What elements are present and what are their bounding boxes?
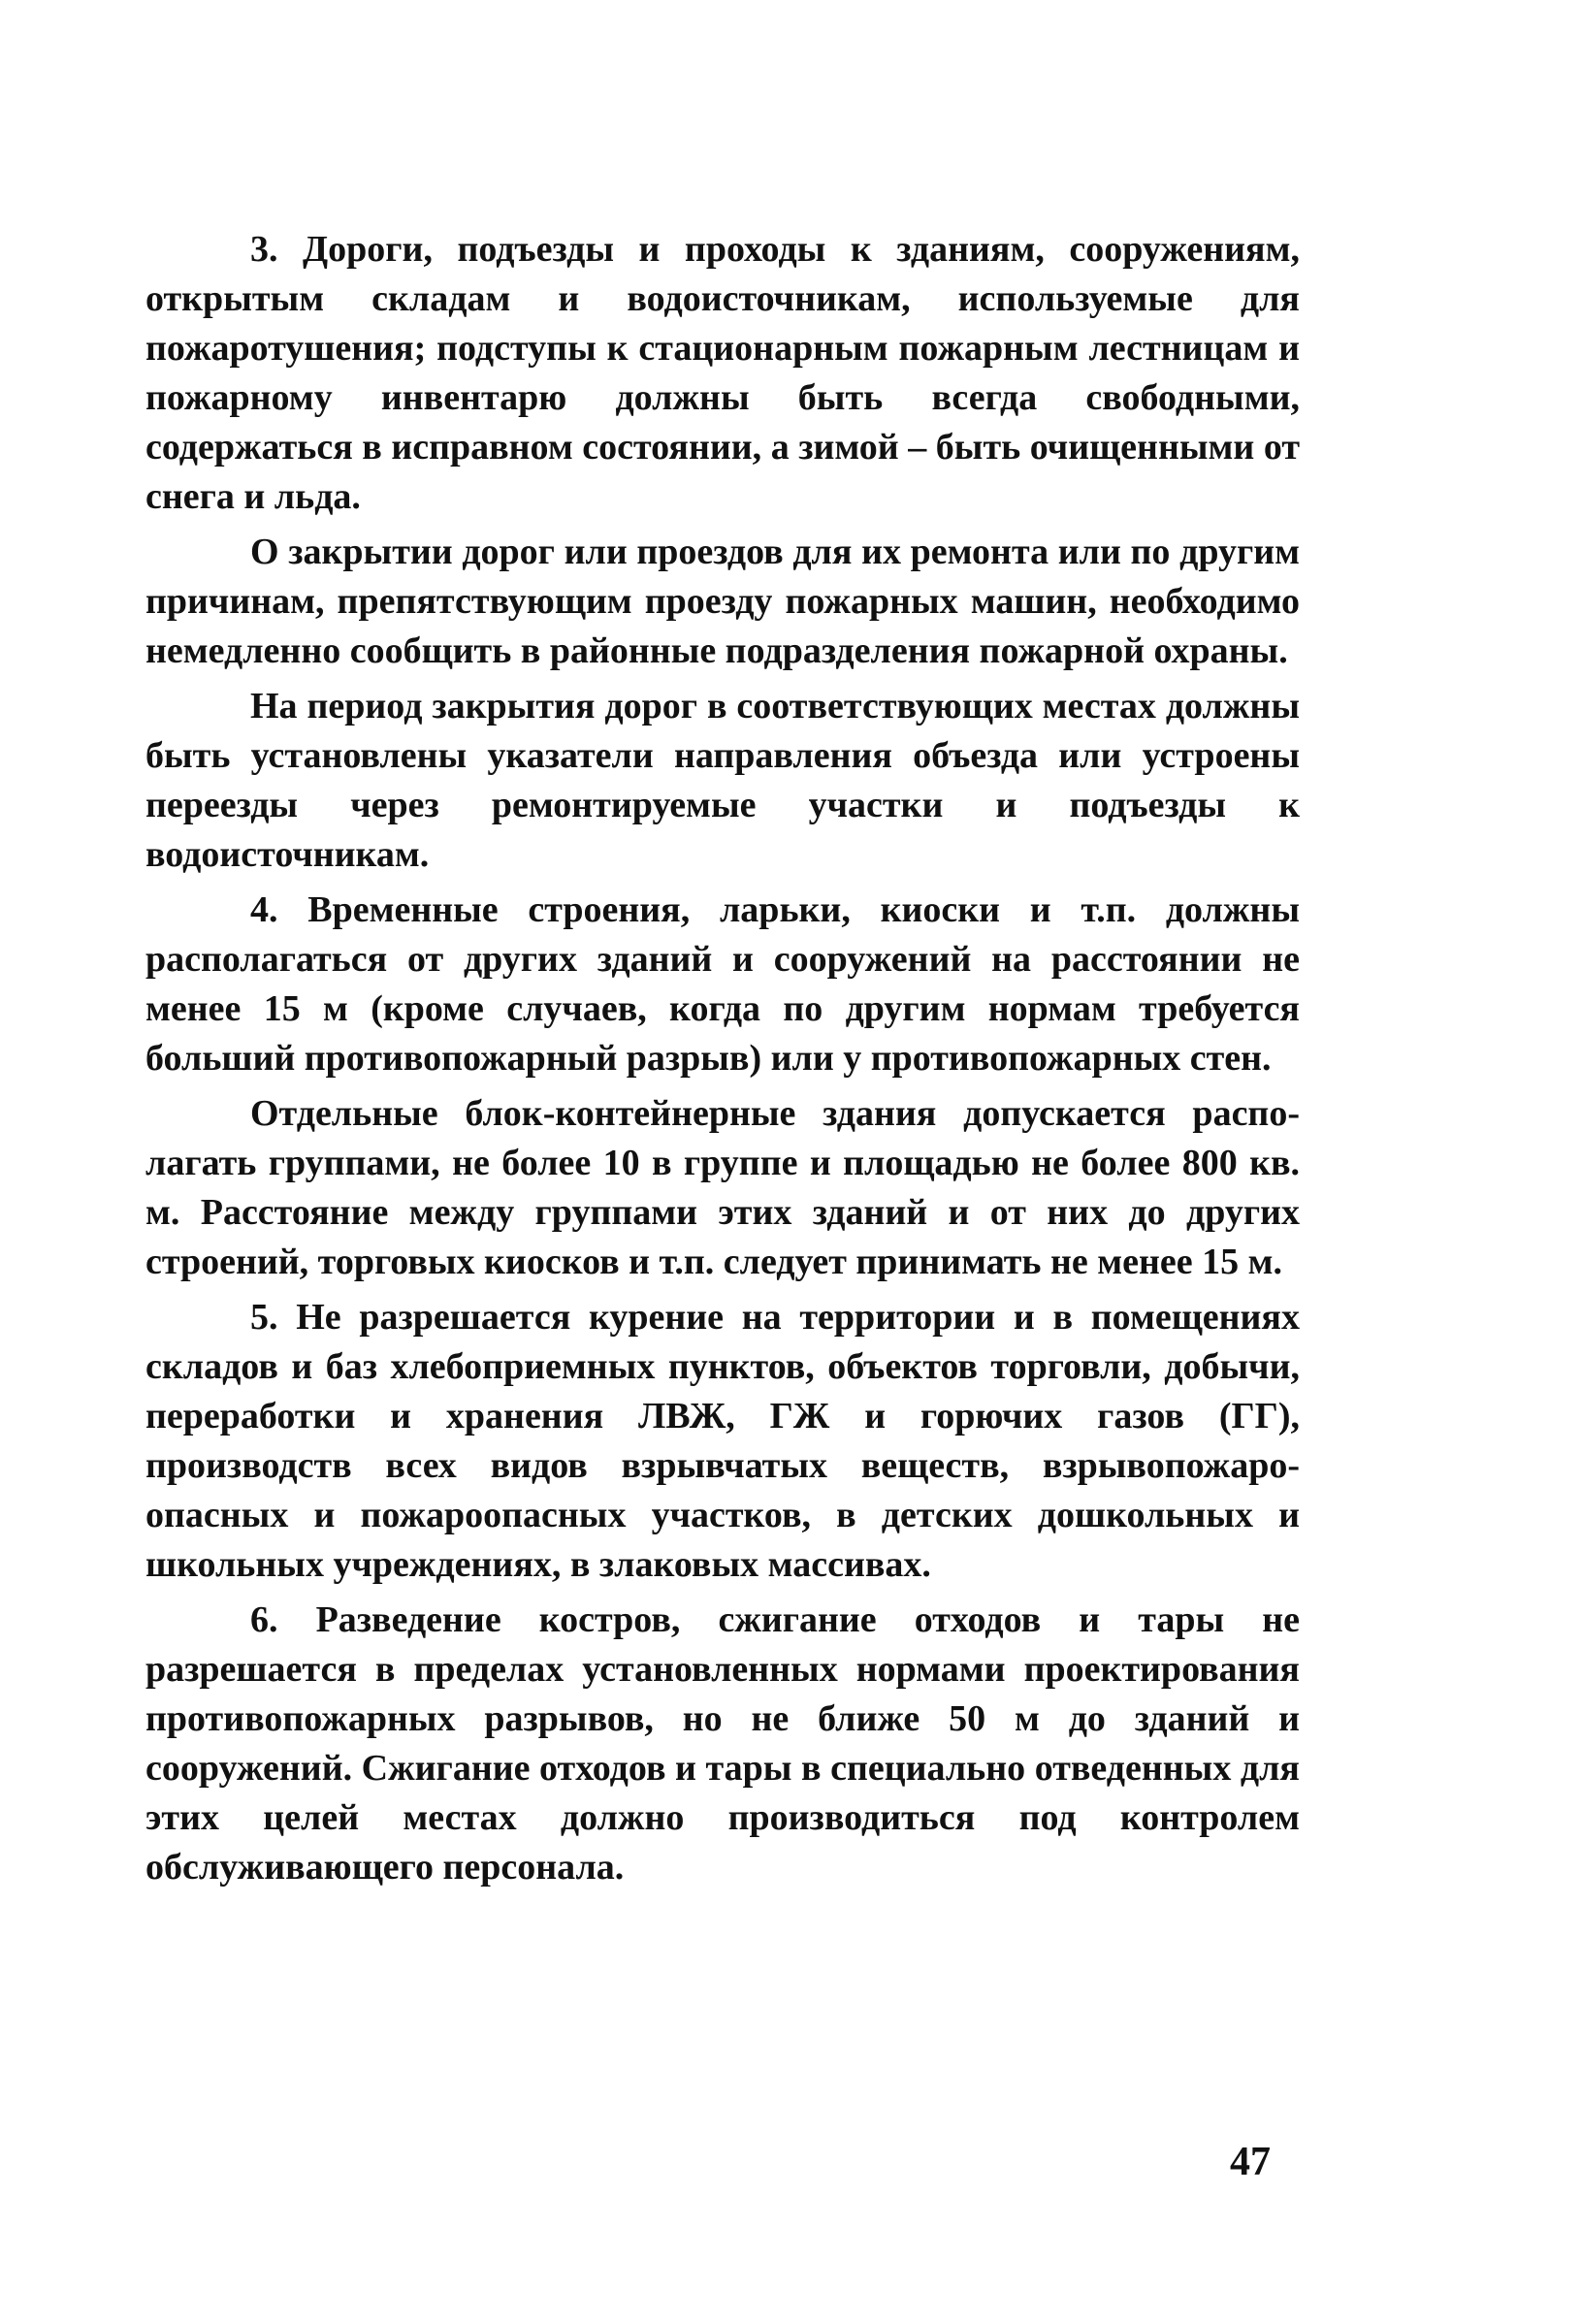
paragraph-item-3: 3. Дороги, подъезды и проходы к зданиям, сооружениям, открытым складам и водоисточникам, используемые для пожаротушения; подступы к стационарным пожарным лестницам и пожарному инвентарю должны быть всегда свободными, содержаться в исправном состоянии, а зимой – быть очищенными от снега и льда. (145, 229, 1300, 517)
page-number: 47 (1230, 2140, 1271, 2184)
paragraph-item-6: 6. Разведение костров, сжигание отходов и тары не разрешается в пределах установленных нормами проектирования противопожарных разрывов, но не ближе 50 м до зданий и сооружений. Сжигание отходов и тары в специально отведенных для этих целей местах должно производиться под контролем обслуживающего персонала. (145, 1599, 1300, 1888)
paragraph-road-closure: О закрытии дорог или проездов для их ремонта или по другим причинам, препятствующим проезду пожарных машин, необходимо немедленно сообщить в районные подразделения пожарной охраны. (145, 532, 1300, 671)
body-text (145, 225, 1300, 1898)
paragraph-block-containers: Отдельные блок-контейнерные здания допускается располагать группами, не более 10 в группе и площадью не более 800 кв. м. Расстояние между группами этих зданий и от них до других строений, торговых киосков и т.п. следует принимать не менее 15 м. (145, 1093, 1300, 1282)
paragraph-detour: На период закрытия дорог в соответствующих местах должны быть установлены указатели направления объезда или устроены переезды через ремонтируемые участки и подъезды к водоисточникам. (145, 686, 1300, 875)
paragraph-item-5: 5. Не разрешается курение на территории и в помещениях складов и баз хлебоприемных пунктов, объектов торговли, добычи, переработки и хранения ЛВЖ, ГЖ и горючих газов (ГГ), производств всех видов взрывчатых веществ, взрывопожароопасных и пожароопасных участков, в детских дошкольных и школьных учреждениях, в злаковых массивах. (145, 1297, 1300, 1585)
paragraph-item-4: 4. Временные строения, ларьки, киоски и т.п. должны располагаться от других зданий и сооружений на расстоянии не менее 15 м (кроме случаев, когда по другим нормам требуется больший противопожарный разрыв) или у противопожарных стен. (145, 889, 1300, 1079)
